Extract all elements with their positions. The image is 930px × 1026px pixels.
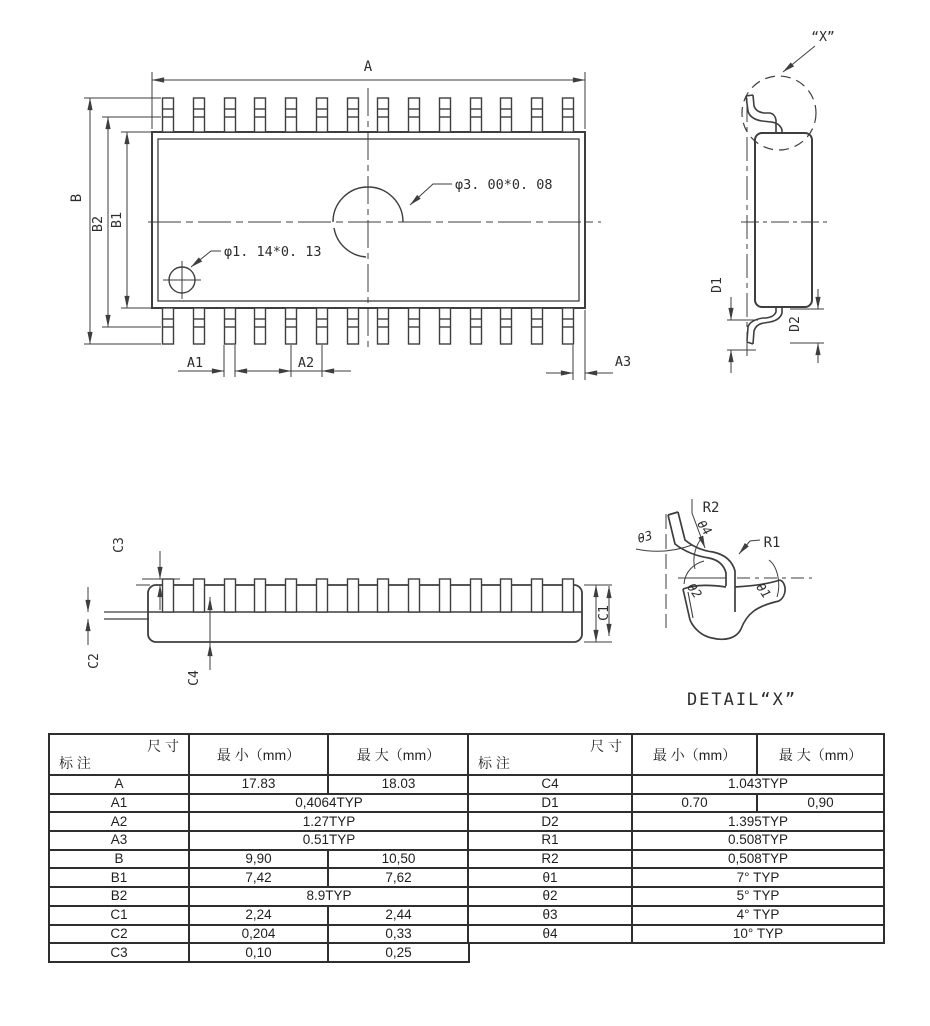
dimension-a3 <box>546 310 613 380</box>
detail-x-ref-text: “X” <box>811 30 835 45</box>
label-theta2: θ2 <box>684 579 706 601</box>
table-row <box>49 831 469 850</box>
max-header-cell: 最 大（mm） <box>328 734 469 775</box>
label-theta4: θ4 <box>694 516 716 538</box>
typ-value-cell: 0,4064TYP <box>189 794 469 813</box>
table-row <box>468 794 884 813</box>
dimension-table-right <box>467 733 885 944</box>
end-view-body <box>755 133 812 307</box>
pin1-hole-callout <box>191 251 221 267</box>
label-theta1: θ1 <box>753 579 775 601</box>
min-cell: 7,42 <box>189 868 328 887</box>
min-cell: 9,90 <box>189 850 328 869</box>
bottom-lead <box>747 306 782 344</box>
min-cell: 17.83 <box>189 775 328 794</box>
min-cell: 0.70 <box>632 794 757 813</box>
end-view <box>727 46 830 373</box>
table-row <box>49 868 469 887</box>
label-d1: D1 <box>710 277 725 293</box>
label-c1: C1 <box>597 605 612 621</box>
label-c3: C3 <box>112 537 127 553</box>
table-row <box>468 775 884 794</box>
detail-x-circle <box>742 76 816 150</box>
pin1-hole-callout-text: φ1. 14*0. 13 <box>224 244 322 260</box>
typ-value-cell: 0,508TYP <box>632 850 884 869</box>
table-row <box>49 887 469 906</box>
table-row <box>468 868 884 887</box>
dim-label-cell: θ4 <box>468 925 632 944</box>
typ-value-cell: 4° TYP <box>632 906 884 925</box>
table-row <box>49 812 469 831</box>
label-d2: D2 <box>788 316 803 332</box>
min-cell: 0,10 <box>189 943 328 962</box>
dim-label-cell: B1 <box>49 868 189 887</box>
typ-value-cell: 10° TYP <box>632 925 884 944</box>
table-row <box>49 925 469 944</box>
typ-value-cell: 0.51TYP <box>189 831 469 850</box>
typ-value-cell: 0.508TYP <box>632 831 884 850</box>
typ-value-cell: 5° TYP <box>632 887 884 906</box>
dim-label-cell: θ2 <box>468 887 632 906</box>
label-c4: C4 <box>187 670 202 686</box>
max-cell: 18.03 <box>328 775 469 794</box>
table-row <box>49 775 469 794</box>
table-row <box>468 925 884 944</box>
dim-label-cell: A2 <box>49 812 189 831</box>
top-lead <box>746 95 782 134</box>
dim-label-cell: R2 <box>468 850 632 869</box>
typ-value-cell: 1.395TYP <box>632 812 884 831</box>
top-view <box>84 72 613 380</box>
center-hole-callout <box>410 184 452 205</box>
label-b2: B2 <box>90 215 106 233</box>
max-cell: 0,90 <box>757 794 884 813</box>
label-a2: A2 <box>297 355 315 371</box>
dim-label-cell: D2 <box>468 812 632 831</box>
label-a1: A1 <box>186 355 204 371</box>
table-row <box>49 906 469 925</box>
detail-x-view <box>609 499 812 639</box>
dim-label-cell: A1 <box>49 794 189 813</box>
label-b1: B1 <box>109 211 125 229</box>
lead-foot-lines <box>104 612 149 619</box>
dim-label-cell: B2 <box>49 887 189 906</box>
dim-label-cell: R1 <box>468 831 632 850</box>
dim-label-cell: θ3 <box>468 906 632 925</box>
dim-label-cell: θ1 <box>468 868 632 887</box>
max-cell: 0,25 <box>328 943 469 962</box>
side-view <box>88 551 612 670</box>
detail-x-leader <box>783 46 815 72</box>
typ-value-cell: 1.27TYP <box>189 812 469 831</box>
min-header-cell: 最 小（mm） <box>189 734 328 775</box>
side-pin-row <box>163 579 574 612</box>
dim-label-cell: B <box>49 850 189 869</box>
label-theta3: θ3 <box>635 527 655 546</box>
max-header-cell: 最 大（mm） <box>757 734 884 775</box>
table-row <box>468 812 884 831</box>
dim-label-cell: C3 <box>49 943 189 962</box>
table-row <box>49 794 469 813</box>
typ-value-cell: 1.043TYP <box>632 775 884 794</box>
label-r2: R2 <box>702 500 720 516</box>
pin1-indicator-hole <box>163 261 201 299</box>
label-r1: R1 <box>763 535 781 551</box>
table-row <box>49 850 469 869</box>
detail-x-caption: DETAIL“X” <box>686 690 798 710</box>
dim-note-header-cell <box>49 734 189 775</box>
table-row <box>49 943 469 962</box>
label-a3: A3 <box>614 354 632 370</box>
note-header-label: 标 注 <box>478 755 510 771</box>
dim-label-cell: A3 <box>49 831 189 850</box>
table-header-row <box>49 734 469 775</box>
dim-label-cell: A <box>49 775 189 794</box>
dim-header-label: 尺 寸 <box>590 738 622 754</box>
dimension-table-left <box>48 733 470 963</box>
label-b: B <box>69 193 85 203</box>
label-a: A <box>363 59 373 75</box>
dim-label-cell: C2 <box>49 925 189 944</box>
max-cell: 2,44 <box>328 906 469 925</box>
min-cell: 0,204 <box>189 925 328 944</box>
typ-value-cell: 8.9TYP <box>189 887 469 906</box>
dim-note-header-cell <box>468 734 632 775</box>
table-header-row <box>468 734 884 775</box>
max-cell: 0,33 <box>328 925 469 944</box>
max-cell: 7,62 <box>328 868 469 887</box>
table-row <box>468 850 884 869</box>
table-row <box>468 887 884 906</box>
typ-value-cell: 7° TYP <box>632 868 884 887</box>
center-hole-callout-text: φ3. 00*0. 08 <box>455 177 553 193</box>
dim-label-cell: C4 <box>468 775 632 794</box>
note-header-label: 标 注 <box>59 755 91 771</box>
label-c2: C2 <box>87 653 102 669</box>
min-cell: 2,24 <box>189 906 328 925</box>
table-row <box>468 906 884 925</box>
dim-label-cell: D1 <box>468 794 632 813</box>
dim-label-cell: C1 <box>49 906 189 925</box>
dim-header-label: 尺 寸 <box>147 738 179 754</box>
table-row <box>468 831 884 850</box>
min-header-cell: 最 小（mm） <box>632 734 757 775</box>
max-cell: 10,50 <box>328 850 469 869</box>
side-view-body <box>148 585 582 642</box>
